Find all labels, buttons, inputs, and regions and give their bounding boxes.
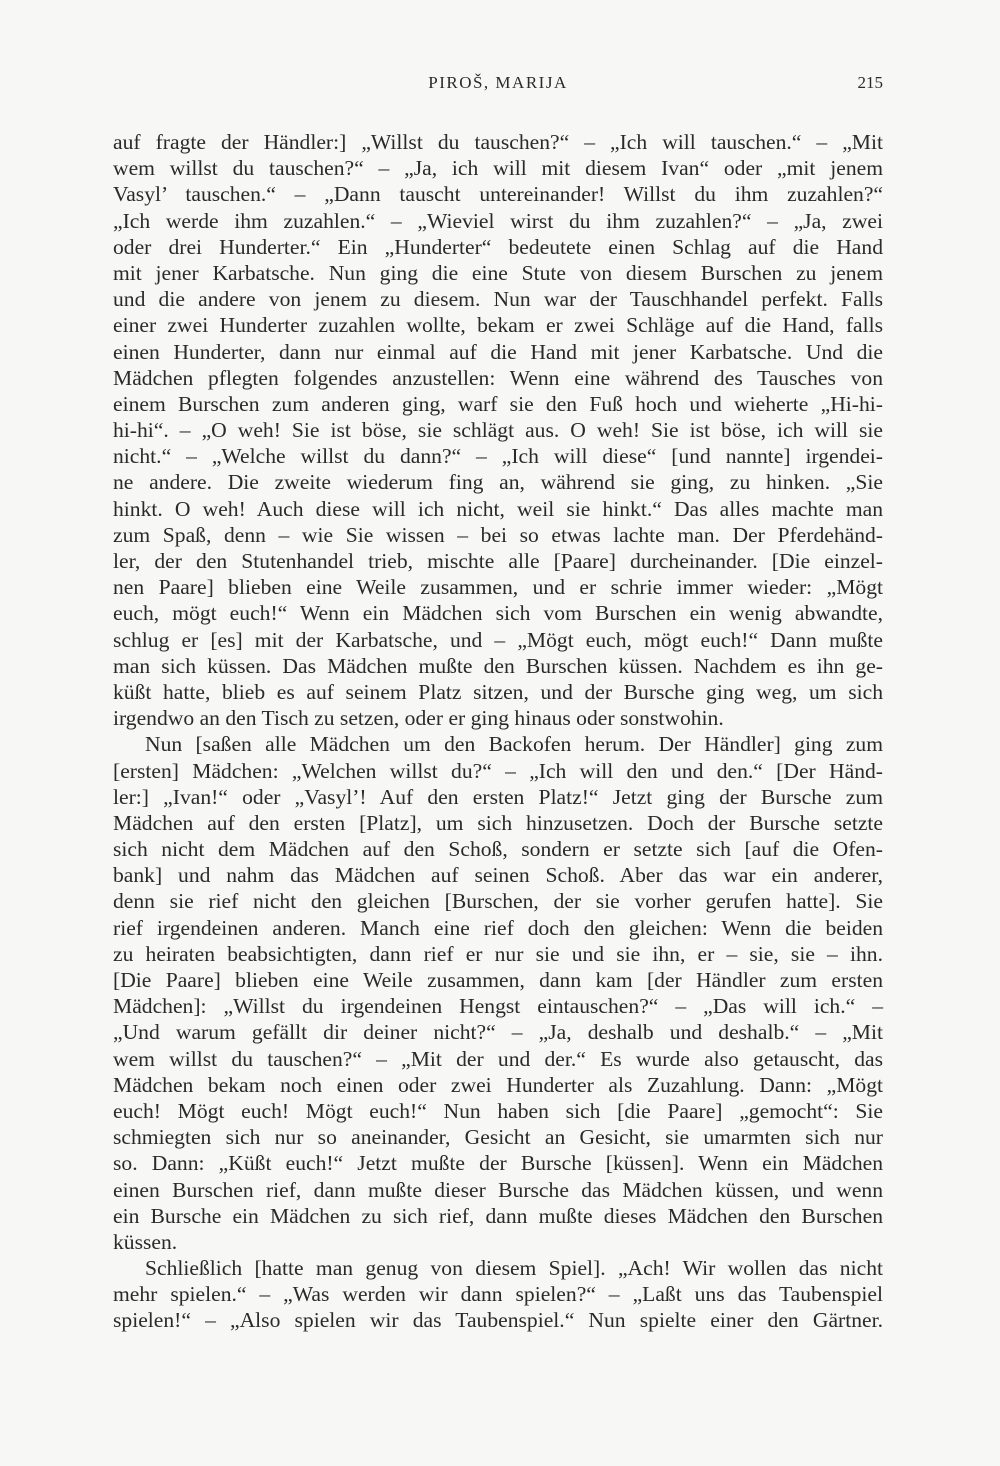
text-line: bank] und nahm das Mädchen auf seinen Schoß. Aber das war ein anderer, — [113, 863, 883, 888]
text-line: nen Paare] blieben eine Weile zusammen, und er schrie immer wieder: „Mögt — [113, 575, 883, 600]
text-line: Vasyl’ tauschen.“ – „Dann tauscht untereinander! Willst du ihm zuzahlen?“ — [113, 182, 883, 207]
text-line: Mädchen]: „Willst du irgendeinen Hengst eintauschen?“ – „Das will ich.“ – — [113, 994, 883, 1019]
body-text — [113, 129, 883, 1334]
text-line: „Und warum gefällt dir deiner nicht?“ – „Ja, deshalb und deshalb.“ – „Mit — [113, 1020, 883, 1045]
text-line: ne andere. Die zweite wiederum fing an, während sie ging, zu hinken. „Sie — [113, 470, 883, 495]
text-line: Schließlich [hatte man genug von diesem Spiel]. „Ach! Wir wollen das nicht — [145, 1256, 883, 1281]
text-line: ler:] „Ivan!“ oder „Vasyl’! Auf den ersten Platz!“ Jetzt ging der Bursche zum — [113, 784, 883, 809]
text-line: man sich küssen. Das Mädchen mußte den Burschen küssen. Nachdem es ihn ge- — [113, 653, 883, 678]
text-line: küßt hatte, blieb es auf seinem Platz sitzen, und der Bursche ging weg, um sich — [113, 679, 883, 704]
text-line: ein Bursche ein Mädchen zu sich rief, dann mußte dieses Mädchen den Burschen — [113, 1203, 883, 1228]
text-line: „Ich werde ihm zuzahlen.“ – „Wieviel wirst du ihm zuzahlen?“ – „Ja, zwei — [113, 208, 883, 233]
text-line: schmiegten sich nur so aneinander, Gesicht an Gesicht, sie umarmten sich nur — [113, 1125, 883, 1150]
text-line: einen Hunderter, dann nur einmal auf die Hand mit jener Karbatsche. Und die — [113, 339, 883, 364]
text-line: schlug er [es] mit der Karbatsche, und – „Mögt euch, mögt euch!“ Dann mußte — [113, 627, 883, 652]
text-line: rief irgendeinen anderen. Manch eine rief doch den gleichen: Wenn die beiden — [113, 915, 883, 940]
text-line: denn sie rief nicht den gleichen [Burschen, der sie vorher gerufen hatte]. Sie — [113, 889, 883, 914]
running-title: PIROŠ, MARIJA — [428, 73, 568, 92]
text-line: sich nicht dem Mädchen auf den Schoß, sondern er setzte sich [auf die Ofen- — [113, 837, 883, 862]
text-line: einer zwei Hunderter zuzahlen wollte, bekam er zwei Schläge auf die Hand, falls — [113, 313, 883, 338]
text-line: euch, mögt euch!“ Wenn ein Mädchen sich vom Burschen ein wenig abwandte, — [113, 601, 883, 626]
text-line: hinkt. O weh! Auch diese will ich nicht, weil sie hinkt.“ Das alles machte man — [113, 496, 883, 521]
text-line: Mädchen auf den ersten [Platz], um sich hinzusetzen. Doch der Bursche setzte — [113, 810, 883, 835]
text-line: nicht.“ – „Welche willst du dann?“ – „Ich will diese“ [und nannte] irgendei- — [113, 444, 883, 469]
text-line: einem Burschen zum anderen ging, warf sie den Fuß hoch und wieherte „Hi-hi- — [113, 391, 883, 416]
page-number: 215 — [857, 73, 883, 92]
text-line: küssen. — [113, 1229, 178, 1254]
text-line: euch! Mögt euch! Mögt euch!“ Nun haben sich [die Paare] „gemocht“: Sie — [113, 1098, 883, 1123]
text-line: mit jener Karbatsche. Nun ging die eine Stute von diesem Burschen zu jenem — [113, 260, 883, 285]
text-line: oder drei Hunderter.“ Ein „Hunderter“ bedeutete einen Schlag auf die Hand — [113, 234, 883, 259]
text-line: auf fragte der Händler:] „Willst du tauschen?“ – „Ich will tauschen.“ – „Mit — [113, 130, 883, 154]
text-line: wem willst du tauschen?“ – „Ja, ich will mit diesem Ivan“ oder „mit jenem — [113, 156, 883, 181]
text-line: hi-hi“. – „O weh! Sie ist böse, sie schlägt aus. O weh! Sie ist böse, ich will sie — [113, 418, 883, 443]
text-line: so. Dann: „Küßt euch!“ Jetzt mußte der Bursche [küssen]. Wenn ein Mädchen — [113, 1151, 883, 1176]
text-line: Nun [saßen alle Mädchen um den Backofen herum. Der Händler] ging zum — [145, 732, 883, 757]
text-line: zu heiraten beabsichtigten, dann rief er nur sie und sie ihn, er – sie, sie – ihn. — [113, 941, 883, 966]
text-line: ler, der den Stutenhandel trieb, mischte alle [Paare] durcheinander. [Die einzel- — [113, 549, 883, 573]
text-line: spielen!“ – „Also spielen wir das Taubenspiel.“ Nun spielte einer den Gärtner. — [113, 1308, 883, 1333]
text-line: Mädchen pflegten folgendes anzustellen: Wenn eine während des Tausches von — [113, 365, 883, 390]
text-line: wem willst du tauschen?“ – „Mit der und der.“ Es wurde also getauscht, das — [113, 1046, 883, 1071]
text-line: einen Burschen rief, dann mußte dieser Bursche das Mädchen küssen, und wenn — [113, 1177, 883, 1202]
text-line: Mädchen bekam noch einen oder zwei Hunderter als Zuzahlung. Dann: „Mögt — [113, 1072, 883, 1097]
text-line: zum Spaß, denn – wie Sie wissen – bei so etwas lachte man. Der Pferdehänd- — [113, 522, 883, 547]
text-line: mehr spielen.“ – „Was werden wir dann spielen?“ – „Laßt uns das Taubenspiel — [113, 1282, 883, 1307]
running-head — [113, 68, 883, 98]
text-line: und die andere von jenem zu diesem. Nun war der Tauschhandel perfekt. Falls — [113, 287, 883, 312]
text-line: irgendwo an den Tisch zu setzen, oder er ging hinaus oder sonstwohin. — [113, 706, 724, 731]
text-line: [ersten] Mädchen: „Welchen willst du?“ – „Ich will den und den.“ [Der Händ- — [113, 758, 883, 783]
text-line: [Die Paare] blieben eine Weile zusammen, dann kam [der Händler zum ersten — [113, 968, 883, 992]
